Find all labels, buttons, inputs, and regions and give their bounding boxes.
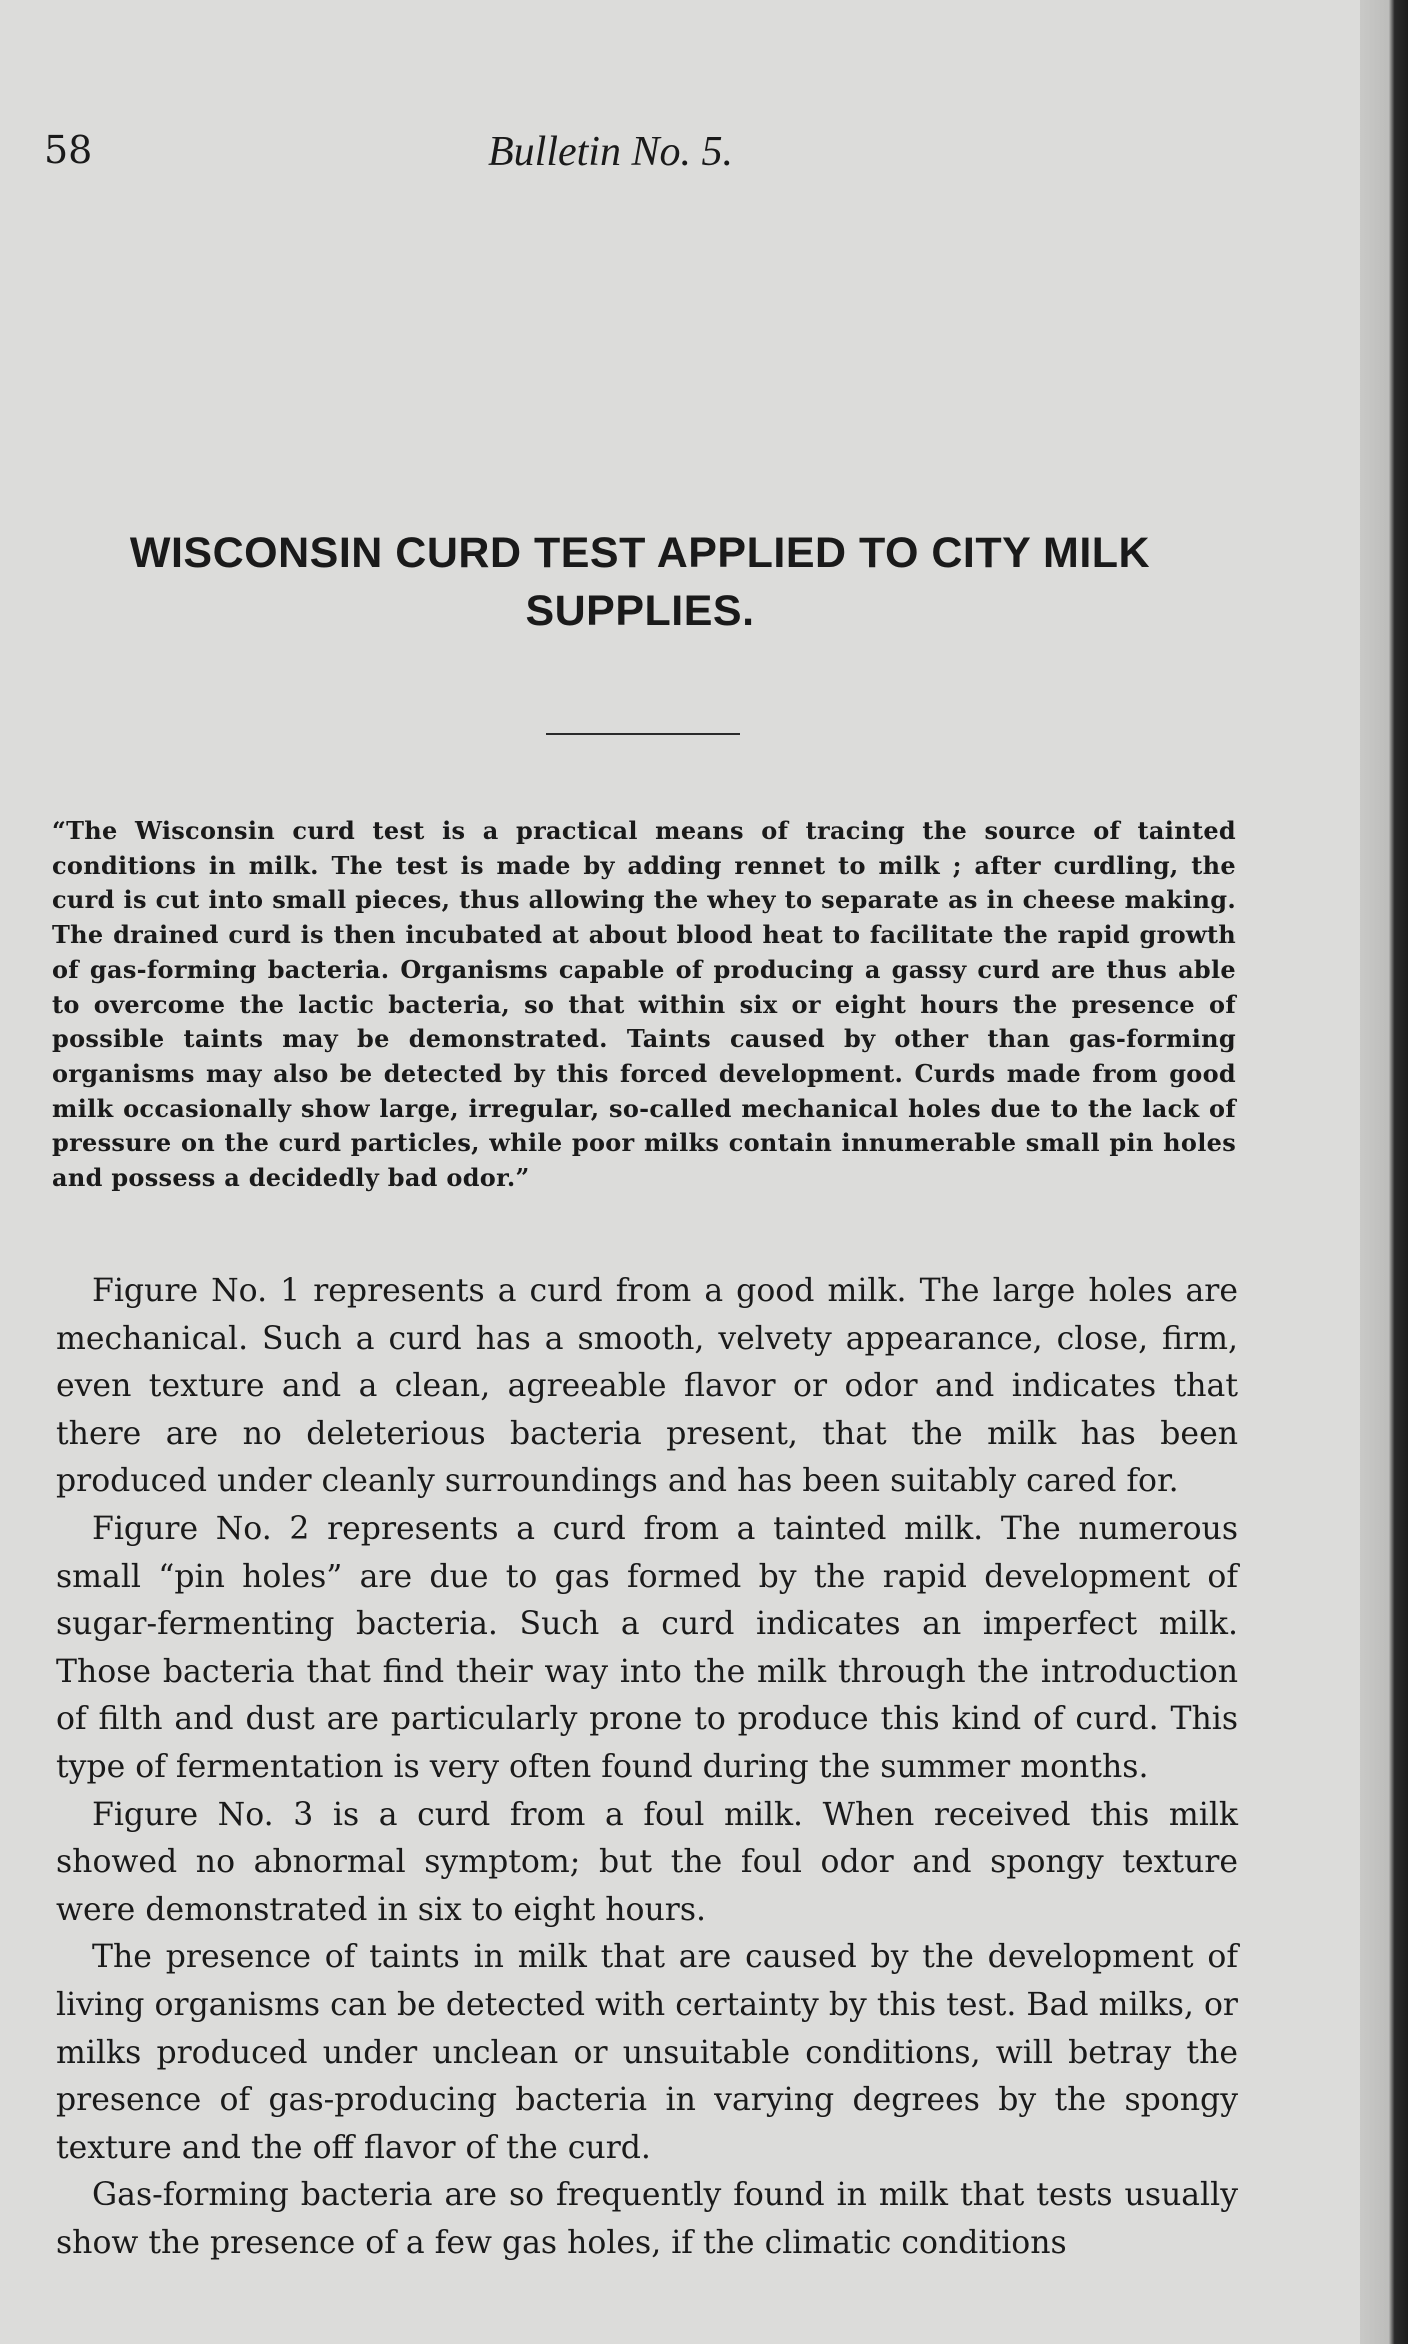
body-text: [56, 1268, 1238, 2267]
block-quote: “The Wisconsin curd test is a practical means of tracing the source of tainted conditions in milk. The test is made by adding rennet to milk ; after curdling, the curd is cut into small pieces, thus allowing the whey to separate as in cheese making. The drained curd is then incubated at about blood heat to facilitate the rapid growth of gas-forming bacteria. Organisms capable of producing a gassy curd are thus able to overcome the lactic bacteria, so that within six or eight hours the presence of possible taints may be demonstrated. Taints caused by other than gas-forming organisms may also be detected by this forced development. Curds made from good milk occasionally show large, irregular, so-called mechanical holes due to the lack of pressure on the curd particles, while poor milks contain innumerable small pin holes and possess a decidedly bad odor.”: [52, 816, 1236, 1193]
book-spine-edge: [1360, 0, 1408, 2344]
page-number: 58: [44, 128, 93, 172]
page-header: [44, 128, 1244, 184]
title-divider: [546, 733, 740, 735]
paragraph-taints: The presence of taints in milk that are caused by the development of living organisms can be detected with certainty by this test. Bad milks, or milks produced under unclean or unsuitable conditions, will betray the presence of gas-producing bacteria in varying degrees by the spongy texture and the off flavor of the curd.: [56, 1939, 1238, 2166]
paragraph-figure-1: Figure No. 1 represents a curd from a good milk. The large holes are mechanical. Such a curd has a smooth, velvety appearance, close, firm, even texture and a clean, agreeable flavor or odor and indicates that there are no deleterious bacteria present, that the milk has been produced under cleanly surroundings and has been suitably cared for.: [56, 1273, 1238, 1500]
paragraph-figure-3: Figure No. 3 is a curd from a foul milk. When received this milk showed no abnormal symptom; but the foul odor and spongy texture were demonstrated in six to eight hours.: [56, 1796, 1238, 1928]
paragraph-figure-2: Figure No. 2 represents a curd from a tainted milk. The numerous small “pin holes” are due to gas formed by the rapid development of sugar-fermenting bacteria. Such a curd indicates an imperfect milk. Those bacteria that find their way into the milk through the introduction of filth and dust are particularly prone to produce this kind of curd. This type of fermentation is very often found during the summer months.: [56, 1510, 1238, 1785]
running-head: Bulletin No. 5.: [488, 129, 733, 175]
article-title: WISCONSIN CURD TEST APPLIED TO CITY MILK SUPPLIES.: [129, 529, 1151, 635]
paragraph-gas-forming: Gas-forming bacteria are so frequently found in milk that tests usually show the presence of a few gas holes, if the climatic conditions: [56, 2177, 1238, 2261]
